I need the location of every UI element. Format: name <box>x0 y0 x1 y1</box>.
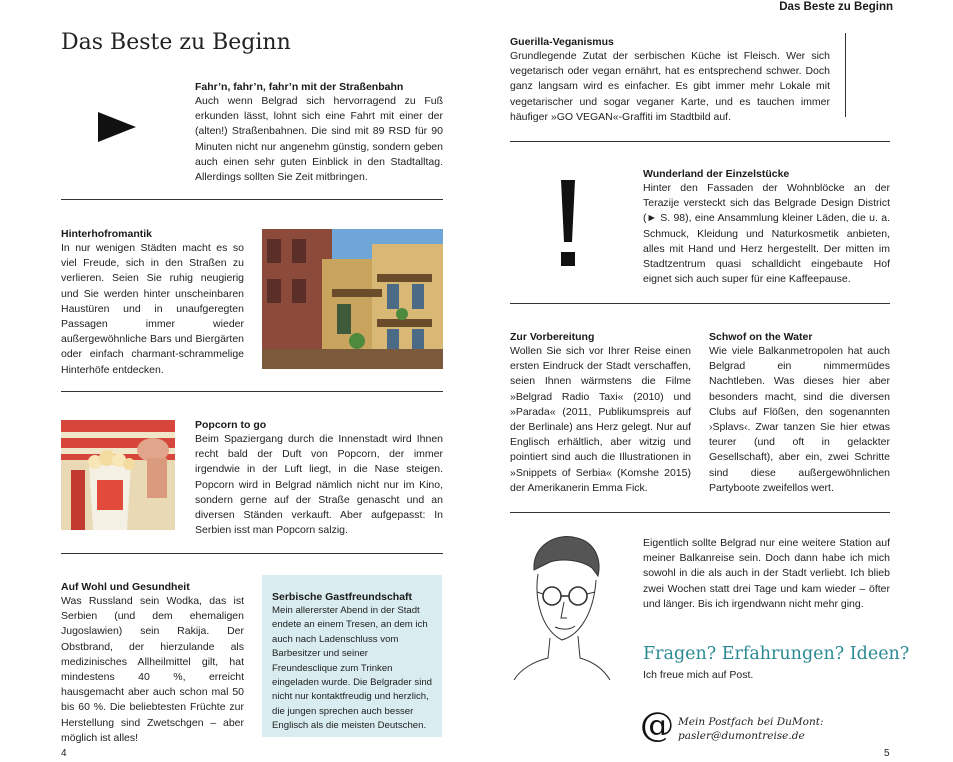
vorbereitung-body: Wollen Sie sich vor Ihrer Reise einen ersten Eindruck der Stadt verschaffen, seien Ihnen wärmstens die Filme »Belgrad Radio Taxi« (2010) und »Parada« (2011, Publikumspreis auf der Berlinale) ans Herz gelegt. Nur auf Englisch erhältlich, aber witzig und pointiert sind auch die Illustrationen in »Snippets of Serbia« (Komshe 2015) der Amerikanerin Emma Fick. <box>510 345 691 494</box>
question-heading: Fragen? Erfahrungen? Ideen? <box>643 644 910 664</box>
strassenbahn-body: Auch wenn Belgrad sich hervorragend zu Fuß erkunden lässt, lohnt sich eine Fahrt mit einer der (alten!) Straßenbahnen. Die sind mit 89 RSD für 90 Minuten nicht nur angenehm günstig, sondern geben auch einen sehr guten Einblick in den Stadtalltag. Allerdings sollten Sie Zeit mitbringen. <box>195 95 443 184</box>
postfach-label: Mein Postfach bei DuMont: <box>678 716 824 728</box>
wunderland-body: Hinter den Fassaden der Wohnblöcke an der Terazije versteckt sich das Belgrade Design District (► S. 98), eine Ansammlung kleiner Läden, die u. a. Schmuck, Kleidung und Naturkosmetik anbieten, alles mit Hand und Herz hergestellt. Der mitten im Stadtzentrum quasi schalldicht eingebaute Hof eignet sich auch super für eine Kaffeepause. <box>643 182 890 286</box>
vertical-rule <box>845 33 846 117</box>
divider <box>61 391 443 392</box>
at-sign-icon: @ <box>640 705 674 745</box>
exclamation-icon <box>553 180 583 270</box>
schwof-title: Schwof on the Water <box>709 331 813 343</box>
running-header: Das Beste zu Beginn <box>779 1 893 13</box>
divider <box>510 141 890 142</box>
strassenbahn-title: Fahr’n, fahr’n, fahr’n mit der Straßenbahn <box>195 81 404 93</box>
page-number-left: 4 <box>61 748 67 759</box>
divider <box>61 553 443 554</box>
author-intro: Eigentlich sollte Belgrad nur eine weitere Station auf meiner Balkanreise sein. Doch dann habe ich mich sowohl in die als auch in der Stadt verliebt. Ich blieb zwei Wochen statt drei Tage und kam wieder – öfter und länger. Bis ich irgendwann nicht mehr ging. <box>643 537 890 610</box>
courtyard-photo <box>262 229 443 369</box>
gastfreundschaft-body: Mein allererster Abend in der Stadt endete an einem Tresen, an dem ich auch nach Ladenschluss vom Barbesitzer und seiner Freundesclique zum Trinken eingeladen wurde. Die Belgrader sind nicht nur kontaktfreudig und herzlich, die jungen sprechen auch besser Englisch als die meisten Deutschen. <box>272 605 432 732</box>
schwof-body: Wie viele Balkanmetropolen hat auch Belgrad ein nimmermüdes Nachtleben. Was dieses hier aber besonders macht, sind die diversen Clubs auf Flößen, den sogenannten ›Splavs‹. Zwar tanzen Sie hier etwas teurer (und oft in gelackter Gesellschaft), aber ein, zwei Schritte sind diese außergewöhnlichen Partyboote zweifellos wert. <box>709 345 890 494</box>
author-email[interactable]: pasler@dumontreise.de <box>678 730 805 742</box>
wunderland-title: Wunderland der Einzelstücke <box>643 168 790 180</box>
popcorn-title: Popcorn to go <box>195 419 267 431</box>
hinterhof-body: In nur wenigen Städten macht es so viel Freude, sich in den Straßen zu verlieren. Seien Sie ruhig neugierig und Sie werden hinter unscheinbaren Haustüren und in unaufgeregten Passagen immer wieder außergewöhnliche Bars und Biergärten oder einfach charmant-schrammelige Hinterhöfe entdecken. <box>61 242 244 376</box>
divider <box>510 512 890 513</box>
divider <box>61 199 443 200</box>
play-arrow-icon <box>98 112 138 142</box>
post-text: Ich freue mich auf Post. <box>643 669 754 681</box>
gastfreundschaft-title: Serbische Gastfreundschaft <box>272 591 413 603</box>
veganismus-body: Grundlegende Zutat der serbischen Küche ist Fleisch. Wer sich vegetarisch oder vegan ernährt, hat es entsprechend schwer. Doch ganz langsam wird es einfacher. Es gibt immer mehr Lokale mit vegetarischer und sogar veganer Karte, und es tauchen immer häufiger »GO VEGAN«-Graffiti im Stadtbild auf. <box>510 50 830 123</box>
vorbereitung-title: Zur Vorbereitung <box>510 331 595 343</box>
page-number-right: 5 <box>884 748 890 759</box>
divider <box>510 303 890 304</box>
popcorn-photo <box>61 420 175 530</box>
author-portrait <box>512 530 612 680</box>
wohl-body: Was Russland sein Wodka, das ist Serbien (und dem ehemaligen Jugoslawien) sein Rakija. Der Obstbrand, der hierzulande als medizinisches Allheilmittel gilt, hat mindestens 40 %, erreicht hausgemacht aber auch schon mal 50 bis 60 %. Die beliebtesten Früchte zur Herstellung sind Zwetschgen – aber möglich ist alles! <box>61 595 244 744</box>
veganismus-title: Guerilla-Veganismus <box>510 36 614 48</box>
hinterhof-title: Hinterhofromantik <box>61 228 153 240</box>
popcorn-body: Beim Spaziergang durch die Innenstadt wird Ihnen recht bald der Duft von Popcorn, der immer irgendwie in der Luft liegt, in die Nase steigen. Popcorn wird in Belgrad nämlich nicht nur im Kino, sondern gerne auf der Straße genascht und an diversen Ständen verkauft. Aber aufgepasst: In Serbien isst man Popcorn salzig. <box>195 433 443 537</box>
page-title: Das Beste zu Beginn <box>61 30 291 55</box>
wohl-title: Auf Wohl und Gesundheit <box>61 581 190 593</box>
